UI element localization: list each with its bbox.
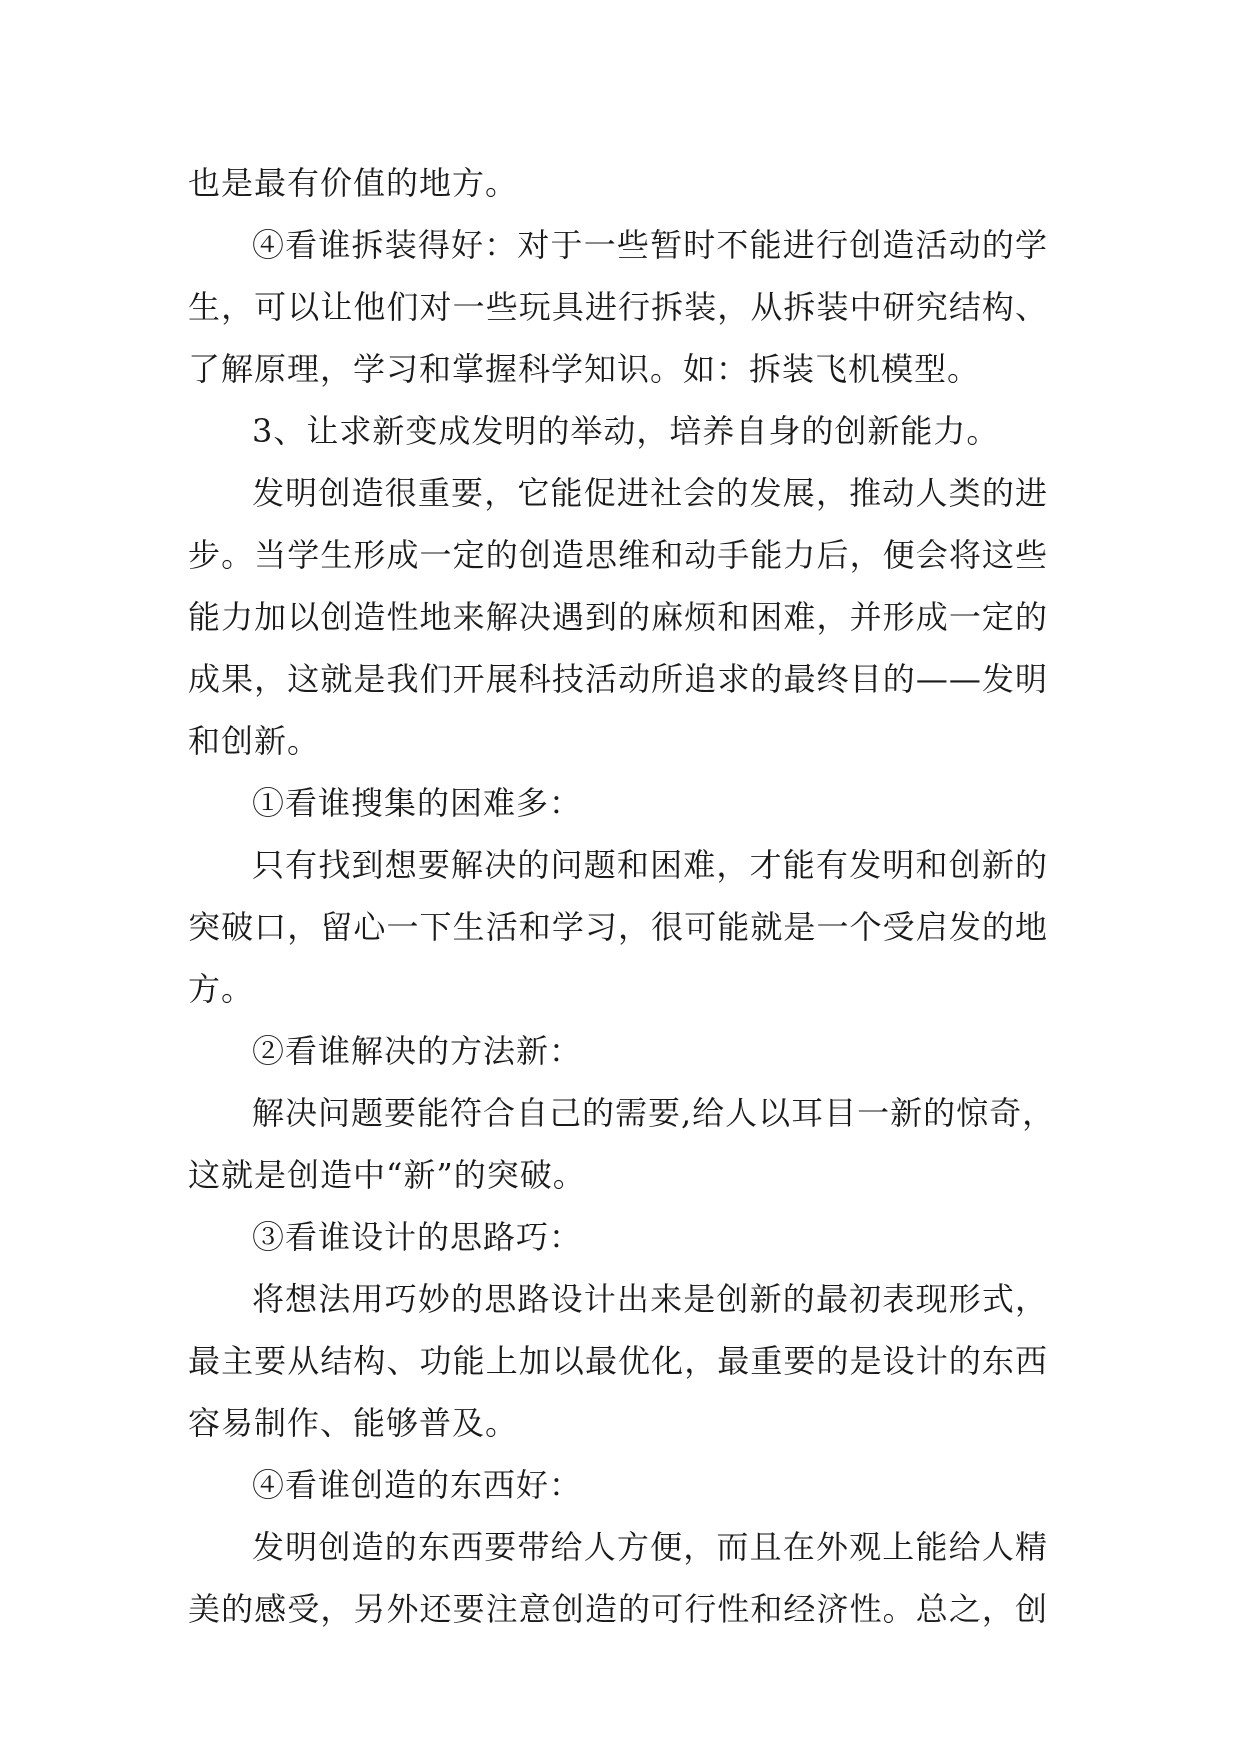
- section-heading: 3、让求新变成发明的举动，培养自身的创新能力。: [252, 412, 1000, 450]
- text-line: 了解原理，学习和掌握科学知识。如：拆装飞机模型。: [188, 350, 981, 388]
- text-line: 只有找到想要解决的问题和困难，才能有发明和创新的: [252, 846, 1048, 884]
- text-line: 生，可以让他们对一些玩具进行拆装，从拆装中研究结构、: [188, 288, 1048, 326]
- text-line: 也是最有价值的地方。: [188, 164, 519, 202]
- text-line: 方。: [188, 970, 255, 1008]
- text-line: 发明创造的东西要带给人方便，而且在外观上能给人精: [252, 1528, 1048, 1566]
- item-heading: ③看谁设计的思路巧：: [252, 1218, 583, 1256]
- text-line: 成果，这就是我们开展科技活动所追求的最终目的——发明: [188, 660, 1048, 698]
- text-line: 步。当学生形成一定的创造思维和动手能力后，便会将这些: [188, 536, 1048, 574]
- item-heading: ②看谁解决的方法新：: [252, 1032, 583, 1070]
- text-line: 容易制作、能够普及。: [188, 1404, 519, 1442]
- text-line: 发明创造很重要，它能促进社会的发展，推动人类的进: [252, 474, 1048, 512]
- text-line: 突破口，留心一下生活和学习，很可能就是一个受启发的地: [188, 908, 1048, 946]
- text-line: 最主要从结构、功能上加以最优化，最重要的是设计的东西: [188, 1342, 1048, 1380]
- text-line: 将想法用巧妙的思路设计出来是创新的最初表现形式，: [252, 1280, 1048, 1318]
- text-line: 能力加以创造性地来解决遇到的麻烦和困难，并形成一定的: [188, 598, 1048, 636]
- item-heading: ①看谁搜集的困难多：: [252, 784, 583, 822]
- text-line: 美的感受，另外还要注意创造的可行性和经济性。总之，创: [188, 1590, 1048, 1628]
- item-heading: ④看谁创造的东西好：: [252, 1466, 583, 1504]
- text-line: 这就是创造中“新”的突破。: [188, 1156, 586, 1194]
- text-line: ④看谁拆装得好：对于一些暂时不能进行创造活动的学: [252, 226, 1048, 264]
- text-line: 和创新。: [188, 722, 321, 760]
- text-line: 解决问题要能符合自己的需要,给人以耳目一新的惊奇，: [252, 1094, 1056, 1132]
